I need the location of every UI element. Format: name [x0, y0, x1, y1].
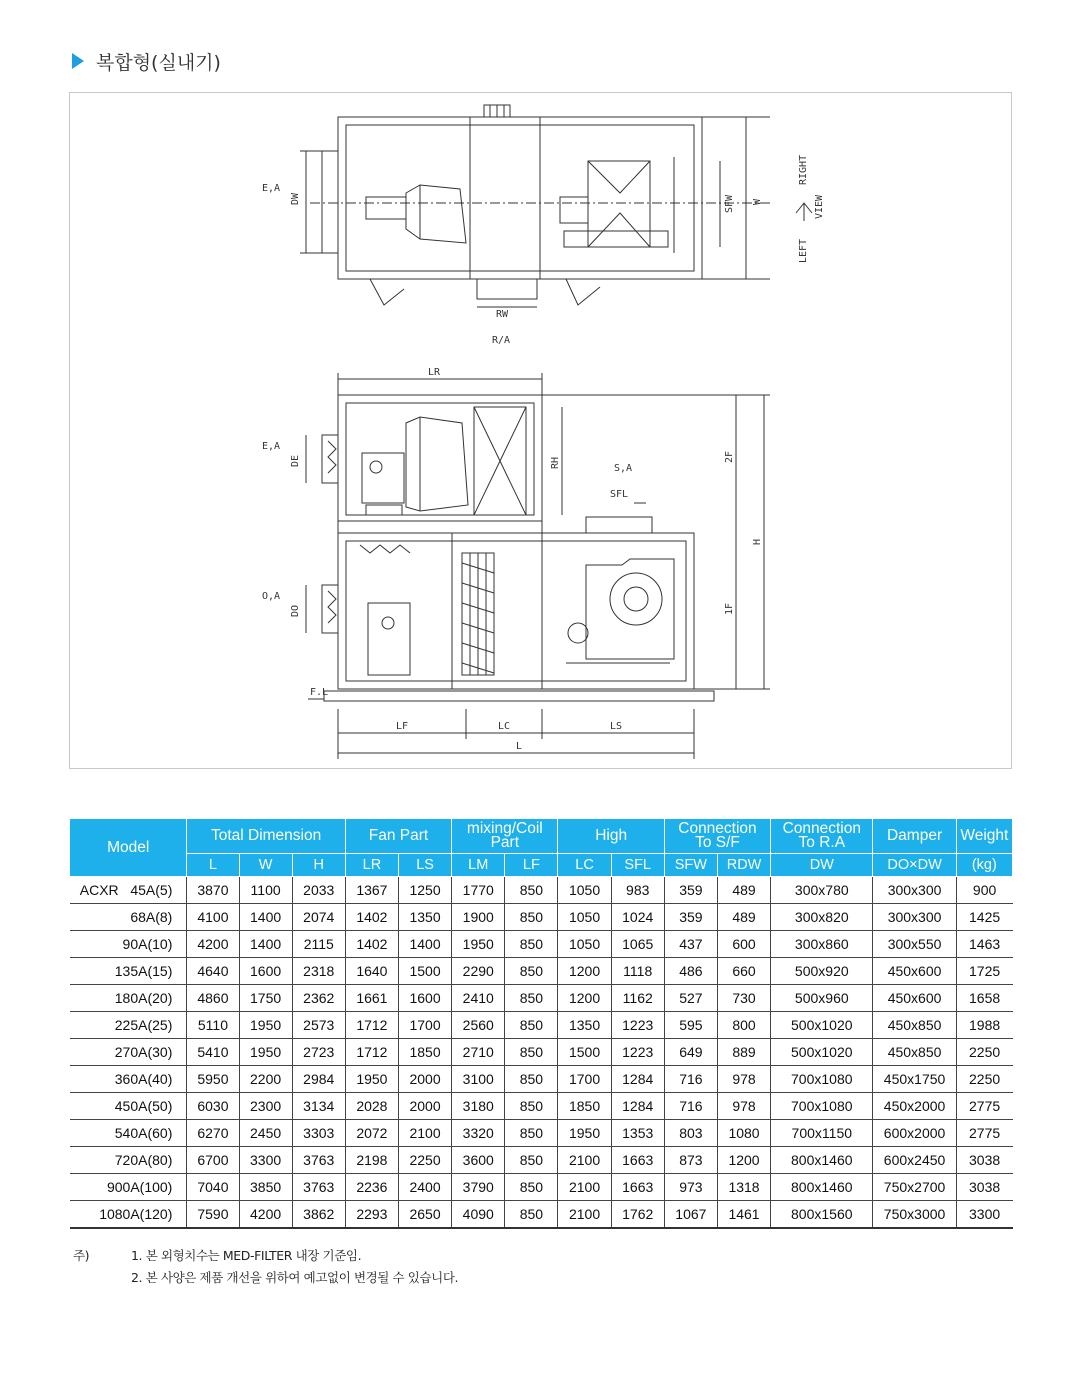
table-cell: 1900 — [452, 904, 505, 931]
label-lr: LR — [428, 367, 441, 378]
table-cell: 1725 — [956, 958, 1012, 985]
table-cell: 1950 — [345, 1066, 398, 1093]
table-cell: 1762 — [611, 1201, 664, 1229]
model-cell: 540A(60) — [70, 1120, 187, 1147]
table-cell: 1663 — [611, 1147, 664, 1174]
label-ls: LS — [610, 721, 623, 732]
model-cell: 225A(25) — [70, 1012, 187, 1039]
label-floor-level: F.L — [310, 687, 329, 698]
spec-table-header — [70, 819, 1013, 877]
label-de: DE — [290, 454, 301, 467]
table-cell: 850 — [505, 958, 558, 985]
table-cell: 1712 — [345, 1012, 398, 1039]
header-model: Model — [70, 819, 187, 877]
table-cell: 850 — [505, 1147, 558, 1174]
table-cell: 978 — [717, 1066, 770, 1093]
supply-air-duct — [586, 517, 652, 533]
model-cell: 270A(30) — [70, 1039, 187, 1066]
label-right: RIGHT — [798, 154, 809, 185]
table-cell: 1600 — [239, 958, 292, 985]
table-cell: 1712 — [345, 1039, 398, 1066]
label-2f: 2F — [724, 450, 735, 463]
table-cell: 7040 — [187, 1174, 239, 1201]
table-cell: 1461 — [717, 1201, 770, 1229]
table-cell: 1950 — [452, 931, 505, 958]
label-rw: RW — [496, 309, 509, 320]
table-row — [70, 904, 1013, 931]
table-cell: 1950 — [239, 1039, 292, 1066]
model-cell: ACXR 45A(5) — [70, 877, 187, 904]
table-cell: 750x3000 — [873, 1201, 956, 1229]
table-cell: 450x1750 — [873, 1066, 956, 1093]
table-cell: 1500 — [398, 958, 451, 985]
table-cell: 716 — [664, 1093, 717, 1120]
footnotes — [73, 1246, 458, 1290]
table-cell: 660 — [717, 958, 770, 985]
table-cell: 800x1560 — [771, 1201, 873, 1229]
table-cell: 1284 — [611, 1093, 664, 1120]
table-cell: 1700 — [398, 1012, 451, 1039]
table-cell: 1024 — [611, 904, 664, 931]
table-cell: 437 — [664, 931, 717, 958]
footnote-2 — [73, 1268, 458, 1290]
table-cell: 649 — [664, 1039, 717, 1066]
supply-fan-wheel — [610, 573, 662, 625]
table-cell: 803 — [664, 1120, 717, 1147]
table-cell: 2100 — [558, 1147, 611, 1174]
table-cell: 900 — [956, 877, 1012, 904]
table-cell: 300x550 — [873, 931, 956, 958]
filter-access-panel — [368, 603, 410, 675]
subheader-cell: LS — [398, 854, 451, 877]
supply-fan-housing — [588, 161, 650, 247]
table-cell: 489 — [717, 904, 770, 931]
table-cell: 500x960 — [771, 985, 873, 1012]
table-cell: 1065 — [611, 931, 664, 958]
table-cell: 3850 — [239, 1174, 292, 1201]
table-cell: 1367 — [345, 877, 398, 904]
table-cell: 800x1460 — [771, 1147, 873, 1174]
table-cell: 500x920 — [771, 958, 873, 985]
subheader-cell: SFW — [664, 854, 717, 877]
header-high: High — [558, 819, 664, 854]
table-cell: 4860 — [187, 985, 239, 1012]
label-1f: 1F — [724, 602, 735, 615]
table-cell: 5110 — [187, 1012, 239, 1039]
table-cell: 1223 — [611, 1012, 664, 1039]
table-cell: 700x1080 — [771, 1066, 873, 1093]
table-cell: 3862 — [292, 1201, 345, 1229]
table-cell: 850 — [505, 904, 558, 931]
table-cell: 3320 — [452, 1120, 505, 1147]
table-cell: 1402 — [345, 904, 398, 931]
table-cell: 486 — [664, 958, 717, 985]
model-cell: 900A(100) — [70, 1174, 187, 1201]
table-cell: 2362 — [292, 985, 345, 1012]
table-cell: 3300 — [239, 1147, 292, 1174]
table-cell: 4090 — [452, 1201, 505, 1229]
table-cell: 300x300 — [873, 904, 956, 931]
header-total-dimension: Total Dimension — [187, 819, 345, 854]
table-cell: 600 — [717, 931, 770, 958]
table-cell: 1118 — [611, 958, 664, 985]
table-cell: 500x1020 — [771, 1012, 873, 1039]
table-cell: 1284 — [611, 1066, 664, 1093]
table-cell: 5950 — [187, 1066, 239, 1093]
table-cell: 2650 — [398, 1201, 451, 1229]
exhaust-duct — [322, 151, 338, 253]
table-cell: 1350 — [398, 904, 451, 931]
subheader-cell: L — [187, 854, 239, 877]
table-cell: 2100 — [558, 1174, 611, 1201]
table-cell: 3300 — [956, 1201, 1012, 1229]
label-dw: DW — [290, 192, 301, 205]
footnote-text: 2. 본 사양은 제품 개선을 위하여 예고없이 변경될 수 있습니다. — [131, 1270, 459, 1285]
table-cell: 1463 — [956, 931, 1012, 958]
header-connection-sf: Connection To S/F — [664, 819, 770, 854]
section-title: 복합형(실내기) — [96, 51, 221, 74]
table-row — [70, 1093, 1013, 1120]
footnote-1 — [73, 1246, 458, 1268]
table-cell: 2236 — [345, 1174, 398, 1201]
header-connection-ra: Connection To R.A — [771, 819, 873, 854]
label-view: VIEW — [814, 194, 825, 219]
table-cell: 1770 — [452, 877, 505, 904]
table-cell: 2293 — [345, 1201, 398, 1229]
label-sfl: SFL — [610, 489, 629, 500]
header-fan-part: Fan Part — [345, 819, 451, 854]
table-cell: 2250 — [956, 1039, 1012, 1066]
table-cell: 6700 — [187, 1147, 239, 1174]
table-cell: 3180 — [452, 1093, 505, 1120]
header-sub-row — [70, 854, 1013, 877]
table-cell: 5410 — [187, 1039, 239, 1066]
table-cell: 1661 — [345, 985, 398, 1012]
table-cell: 850 — [505, 931, 558, 958]
table-row — [70, 1012, 1013, 1039]
table-cell: 1850 — [558, 1093, 611, 1120]
table-cell: 1658 — [956, 985, 1012, 1012]
table-cell: 850 — [505, 1012, 558, 1039]
table-cell: 1223 — [611, 1039, 664, 1066]
label-l: L — [516, 741, 523, 752]
table-cell: 300x820 — [771, 904, 873, 931]
table-cell: 2100 — [558, 1201, 611, 1229]
table-cell: 3038 — [956, 1174, 1012, 1201]
table-cell: 873 — [664, 1147, 717, 1174]
label-left: LEFT — [798, 238, 809, 263]
model-cell: 180A(20) — [70, 985, 187, 1012]
table-cell: 3763 — [292, 1147, 345, 1174]
table-row — [70, 1201, 1013, 1229]
technical-drawing — [69, 92, 1012, 769]
table-row — [70, 1120, 1013, 1147]
model-cell: 1080A(120) — [70, 1201, 187, 1229]
table-cell: 750x2700 — [873, 1174, 956, 1201]
table-cell: 2710 — [452, 1039, 505, 1066]
subheader-cell: W — [239, 854, 292, 877]
subheader-cell: DO×DW — [873, 854, 956, 877]
table-cell: 730 — [717, 985, 770, 1012]
table-cell: 850 — [505, 1174, 558, 1201]
table-cell: 2775 — [956, 1120, 1012, 1147]
table-cell: 300x780 — [771, 877, 873, 904]
table-cell: 1950 — [239, 1012, 292, 1039]
table-cell: 2000 — [398, 1066, 451, 1093]
table-cell: 850 — [505, 1093, 558, 1120]
table-cell: 978 — [717, 1093, 770, 1120]
return-duct — [477, 279, 537, 299]
header-mixing-coil: mixing/Coil Part — [452, 819, 558, 854]
table-cell: 489 — [717, 877, 770, 904]
label-h: H — [752, 538, 763, 545]
table-cell: 889 — [717, 1039, 770, 1066]
table-cell: 1950 — [558, 1120, 611, 1147]
table-cell: 300x860 — [771, 931, 873, 958]
table-cell: 1350 — [558, 1012, 611, 1039]
model-cell: 450A(50) — [70, 1093, 187, 1120]
section-heading — [72, 48, 221, 74]
table-cell: 2560 — [452, 1012, 505, 1039]
table-cell: 2100 — [398, 1120, 451, 1147]
table-cell: 2028 — [345, 1093, 398, 1120]
subheader-cell: (kg) — [956, 854, 1012, 877]
table-cell: 850 — [505, 877, 558, 904]
table-cell: 2250 — [956, 1066, 1012, 1093]
table-cell: 1402 — [345, 931, 398, 958]
footnote-text: 1. 본 외형치수는 MED-FILTER 내장 기준임. — [131, 1248, 362, 1263]
base-frame — [324, 691, 714, 701]
table-cell: 500x1020 — [771, 1039, 873, 1066]
table-cell: 2198 — [345, 1147, 398, 1174]
table-cell: 450x850 — [873, 1039, 956, 1066]
subheader-cell: SFL — [611, 854, 664, 877]
label-exhaust-air-top: E,A — [262, 183, 281, 194]
table-cell: 2115 — [292, 931, 345, 958]
table-cell: 7590 — [187, 1201, 239, 1229]
table-cell: 2450 — [239, 1120, 292, 1147]
table-cell: 850 — [505, 1039, 558, 1066]
table-cell: 6270 — [187, 1120, 239, 1147]
table-cell: 1500 — [558, 1039, 611, 1066]
table-cell: 1750 — [239, 985, 292, 1012]
table-row — [70, 1066, 1013, 1093]
label-exhaust-air-side: E,A — [262, 441, 281, 452]
table-cell: 1318 — [717, 1174, 770, 1201]
table-row — [70, 877, 1013, 904]
table-cell: 2250 — [398, 1147, 451, 1174]
label-return-air: R/A — [492, 335, 511, 346]
table-cell: 300x300 — [873, 877, 956, 904]
triangle-bullet-icon — [72, 53, 84, 69]
table-cell: 3763 — [292, 1174, 345, 1201]
label-lf: LF — [396, 721, 409, 732]
table-cell: 700x1080 — [771, 1093, 873, 1120]
lower-floor-casing — [338, 533, 694, 689]
table-cell: 450x2000 — [873, 1093, 956, 1120]
table-cell: 2573 — [292, 1012, 345, 1039]
table-cell: 1850 — [398, 1039, 451, 1066]
table-cell: 359 — [664, 904, 717, 931]
subheader-cell: LM — [452, 854, 505, 877]
model-cell: 68A(8) — [70, 904, 187, 931]
label-supply-air: S,A — [614, 463, 633, 474]
model-cell: 720A(80) — [70, 1147, 187, 1174]
table-cell: 4200 — [187, 931, 239, 958]
label-lc: LC — [498, 721, 511, 732]
table-cell: 1162 — [611, 985, 664, 1012]
subheader-cell: LC — [558, 854, 611, 877]
table-cell: 700x1150 — [771, 1120, 873, 1147]
table-cell: 4200 — [239, 1201, 292, 1229]
spec-table-body — [70, 877, 1013, 1229]
table-cell: 1700 — [558, 1066, 611, 1093]
table-cell: 800 — [717, 1012, 770, 1039]
table-cell: 2300 — [239, 1093, 292, 1120]
table-cell: 1988 — [956, 1012, 1012, 1039]
table-cell: 1250 — [398, 877, 451, 904]
table-cell: 1663 — [611, 1174, 664, 1201]
table-cell: 2984 — [292, 1066, 345, 1093]
table-cell: 3100 — [452, 1066, 505, 1093]
spec-table — [69, 818, 1013, 1229]
table-cell: 595 — [664, 1012, 717, 1039]
table-cell: 716 — [664, 1066, 717, 1093]
table-cell: 527 — [664, 985, 717, 1012]
table-cell: 2318 — [292, 958, 345, 985]
model-cell: 360A(40) — [70, 1066, 187, 1093]
table-cell: 1200 — [558, 958, 611, 985]
subheader-cell: DW — [771, 854, 873, 877]
table-cell: 983 — [611, 877, 664, 904]
table-cell: 2033 — [292, 877, 345, 904]
header-weight: Weight — [956, 819, 1012, 854]
label-do: DO — [290, 604, 301, 617]
table-cell: 2723 — [292, 1039, 345, 1066]
table-cell: 1400 — [239, 904, 292, 931]
table-cell: 2400 — [398, 1174, 451, 1201]
table-cell: 850 — [505, 1066, 558, 1093]
label-w: W — [752, 198, 763, 205]
table-cell: 1200 — [717, 1147, 770, 1174]
table-cell: 359 — [664, 877, 717, 904]
table-row — [70, 931, 1013, 958]
upper-fan-motor — [362, 453, 404, 503]
top-view-inner-wall — [346, 125, 694, 271]
table-cell: 6030 — [187, 1093, 239, 1120]
table-cell: 1050 — [558, 904, 611, 931]
table-cell: 3790 — [452, 1174, 505, 1201]
table-cell: 2775 — [956, 1093, 1012, 1120]
table-cell: 1600 — [398, 985, 451, 1012]
model-cell: 90A(10) — [70, 931, 187, 958]
table-cell: 1400 — [398, 931, 451, 958]
table-cell: 1080 — [717, 1120, 770, 1147]
upper-floor-casing — [338, 395, 542, 521]
table-cell: 3870 — [187, 877, 239, 904]
table-cell: 450x600 — [873, 958, 956, 985]
table-cell: 1353 — [611, 1120, 664, 1147]
subheader-cell: LF — [505, 854, 558, 877]
table-row — [70, 1039, 1013, 1066]
header-damper: Damper — [873, 819, 956, 854]
table-cell: 2072 — [345, 1120, 398, 1147]
table-cell: 1050 — [558, 931, 611, 958]
table-row — [70, 985, 1013, 1012]
table-cell: 600x2000 — [873, 1120, 956, 1147]
table-cell: 3038 — [956, 1147, 1012, 1174]
table-cell: 1640 — [345, 958, 398, 985]
label-rh: RH — [550, 456, 561, 469]
table-cell: 2000 — [398, 1093, 451, 1120]
table-cell: 850 — [505, 985, 558, 1012]
label-outside-air: O,A — [262, 591, 281, 602]
table-cell: 1050 — [558, 877, 611, 904]
table-cell: 1400 — [239, 931, 292, 958]
label-sfw: SFW — [724, 194, 735, 213]
table-cell: 850 — [505, 1201, 558, 1229]
table-cell: 2290 — [452, 958, 505, 985]
table-cell: 850 — [505, 1120, 558, 1147]
table-cell: 1425 — [956, 904, 1012, 931]
table-cell: 1067 — [664, 1201, 717, 1229]
table-cell: 4100 — [187, 904, 239, 931]
top-view-casing — [338, 117, 702, 279]
table-cell: 3134 — [292, 1093, 345, 1120]
table-cell: 1200 — [558, 985, 611, 1012]
table-cell: 1100 — [239, 877, 292, 904]
table-cell: 2200 — [239, 1066, 292, 1093]
table-cell: 973 — [664, 1174, 717, 1201]
table-cell: 2410 — [452, 985, 505, 1012]
subheader-cell: RDW — [717, 854, 770, 877]
model-cell: 135A(15) — [70, 958, 187, 985]
table-row — [70, 958, 1013, 985]
table-cell: 3600 — [452, 1147, 505, 1174]
table-cell: 800x1460 — [771, 1174, 873, 1201]
footnote-label: 주) — [73, 1248, 90, 1263]
table-cell: 3303 — [292, 1120, 345, 1147]
table-cell: 450x850 — [873, 1012, 956, 1039]
subheader-cell: H — [292, 854, 345, 877]
table-cell: 4640 — [187, 958, 239, 985]
table-cell: 600x2450 — [873, 1147, 956, 1174]
subheader-cell: LR — [345, 854, 398, 877]
table-cell: 2074 — [292, 904, 345, 931]
table-row — [70, 1174, 1013, 1201]
table-row — [70, 1147, 1013, 1174]
table-cell: 450x600 — [873, 985, 956, 1012]
